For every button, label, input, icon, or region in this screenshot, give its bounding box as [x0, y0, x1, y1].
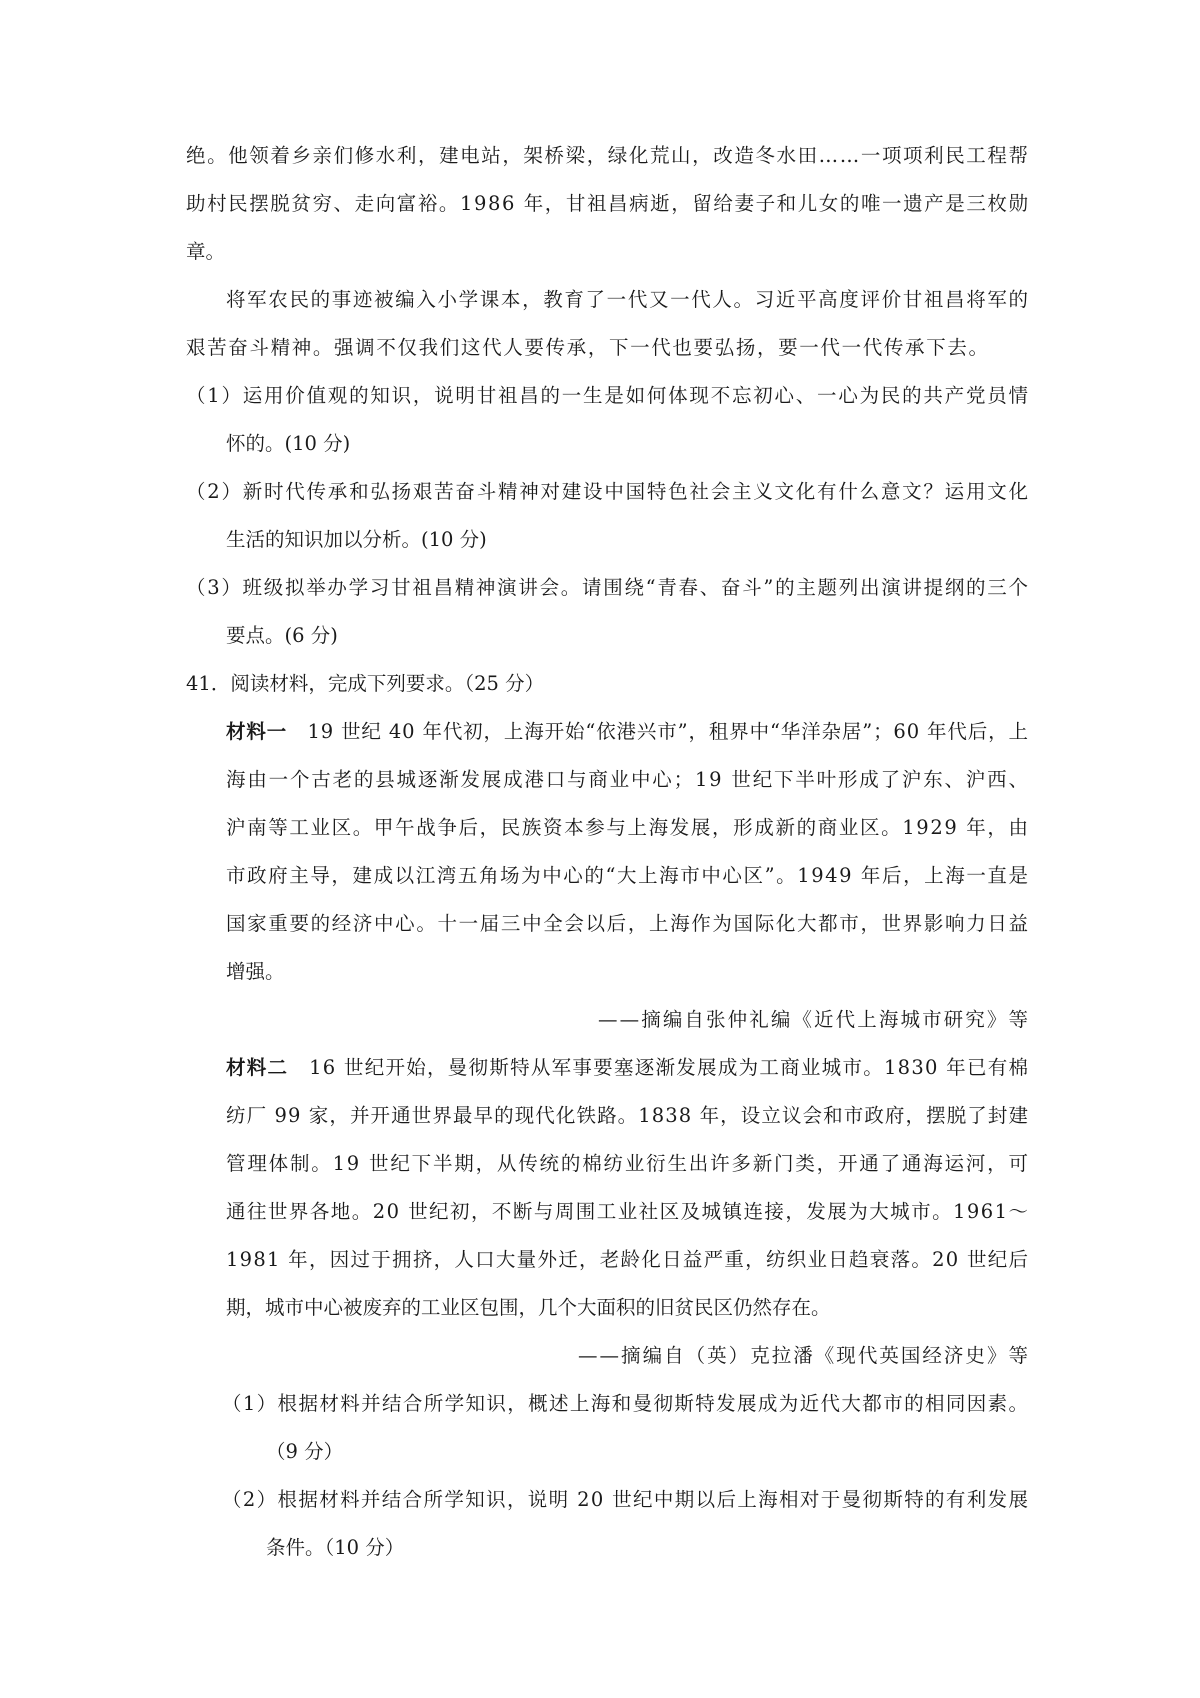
line-text: 41．阅读材料，完成下列要求。（25 分） [186, 672, 545, 695]
text-line [578, 1346, 1030, 1366]
line-text: 19 世纪 40 年代初，上海开始“依港兴市”，租界中“华洋杂居”；60 年代后，上 [287, 720, 1029, 743]
text-line [186, 338, 990, 358]
line-text: 国家重要的经济中心。十一届三中全会以后，上海作为国际化大都市，世界影响力日益 [226, 912, 1030, 935]
line-text: （1）运用价值观的知识，说明甘祖昌的一生是如何体现不忘初心、一心为民的共产党员情 [186, 384, 1030, 407]
material-label: 材料二 [226, 1056, 289, 1079]
line-text: 通往世界各地。20 世纪初，不断与周围工业社区及城镇连接，发展为大城市。1961～ [226, 1200, 1030, 1223]
line-text: 将军农民的事迹被编入小学课本，教育了一代又一代人。习近平高度评价甘祖昌将军的 [226, 288, 1030, 311]
text-line [186, 146, 1030, 166]
line-text: 期，城市中心被废弃的工业区包围，几个大面积的旧贫民区仍然存在。 [226, 1296, 831, 1319]
text-line [226, 1058, 1029, 1078]
line-text: （3）班级拟举办学习甘祖昌精神演讲会。请围绕“青春、奋斗”的主题列出演讲提纲的三个 [186, 576, 1030, 599]
text-line [186, 482, 1030, 502]
text-line [266, 1538, 404, 1558]
text-line [226, 818, 1030, 838]
line-text: 市政府主导，建成以江湾五角场为中心的“大上海市中心区”。1949 年后，上海一直是 [226, 864, 1030, 887]
text-line [226, 722, 1029, 742]
text-line [226, 1250, 1029, 1270]
line-text: 章。 [186, 240, 226, 263]
text-line [226, 1154, 1030, 1174]
text-line [226, 626, 338, 646]
material-label: 材料一 [226, 720, 288, 743]
line-text: 怀的。(10 分) [226, 432, 351, 455]
text-line [186, 578, 1030, 598]
text-line [226, 1298, 831, 1318]
text-line [226, 962, 285, 982]
text-line [226, 914, 1030, 934]
line-text: 增强。 [226, 960, 285, 983]
text-line [226, 1202, 1029, 1222]
line-text: 16 世纪开始，曼彻斯特从军事要塞逐渐发展成为工商业城市。1830 年已有棉 [288, 1056, 1030, 1079]
text-line [598, 1010, 1030, 1030]
text-line [222, 1490, 1029, 1510]
text-line [186, 674, 544, 694]
text-line [226, 290, 1030, 310]
line-text: ——摘编自张仲礼编《近代上海城市研究》等 [598, 1008, 1031, 1031]
line-text: （9 分） [266, 1440, 344, 1463]
line-text: （2）新时代传承和弘扬艰苦奋斗精神对建设中国特色社会主义文化有什么意文？运用文化 [186, 480, 1030, 503]
text-line [186, 386, 1030, 406]
line-text: （2）根据材料并结合所学知识，说明 20 世纪中期以后上海相对于曼彻斯特的有利发展 [222, 1488, 1030, 1511]
line-text: ——摘编自（英）克拉潘《现代英国经济史》等 [578, 1344, 1031, 1367]
line-text: 要点。(6 分) [226, 624, 338, 647]
text-line [226, 866, 1030, 886]
text-line [226, 1106, 1029, 1126]
text-line [222, 1394, 1029, 1414]
line-text: （1）根据材料并结合所学知识，概述上海和曼彻斯特发展成为近代大都市的相同因素。 [222, 1392, 1030, 1415]
line-text: 沪南等工业区。甲午战争后，民族资本参与上海发展，形成新的商业区。1929 年，由 [226, 816, 1030, 839]
text-line [266, 1442, 343, 1462]
line-text: 管理体制。19 世纪下半期，从传统的棉纺业衍生出许多新门类，开通了通海运河，可 [226, 1152, 1030, 1175]
line-text: 1981 年，因过于拥挤，人口大量外迁，老龄化日益严重，纺织业日趋衰落。20 世纪后 [226, 1248, 1030, 1271]
text-line [226, 434, 350, 454]
line-text: 助村民摆脱贫穷、走向富裕。1986 年，甘祖昌病逝，留给妻子和儿女的唯一遗产是三枚勋 [186, 192, 1030, 215]
line-text: 绝。他领着乡亲们修水利，建电站，架桥梁，绿化荒山，改造冬水田……一项项利民工程帮 [186, 144, 1030, 167]
line-text: 纺厂 99 家，并开通世界最早的现代化铁路。1838 年，设立议会和市政府，摆脱了封建 [226, 1104, 1030, 1127]
line-text: 海由一个古老的县城逐渐发展成港口与商业中心；19 世纪下半叶形成了沪东、沪西、 [226, 768, 1030, 791]
text-line [226, 770, 1030, 790]
text-line [186, 194, 1030, 214]
line-text: 生活的知识加以分析。(10 分) [226, 528, 487, 551]
line-text: 艰苦奋斗精神。强调不仅我们这代人要传承，下一代也要弘扬，要一代一代传承下去。 [186, 336, 990, 359]
text-line [226, 530, 487, 550]
text-line [186, 242, 225, 262]
line-text: 条件。（10 分） [266, 1536, 405, 1559]
